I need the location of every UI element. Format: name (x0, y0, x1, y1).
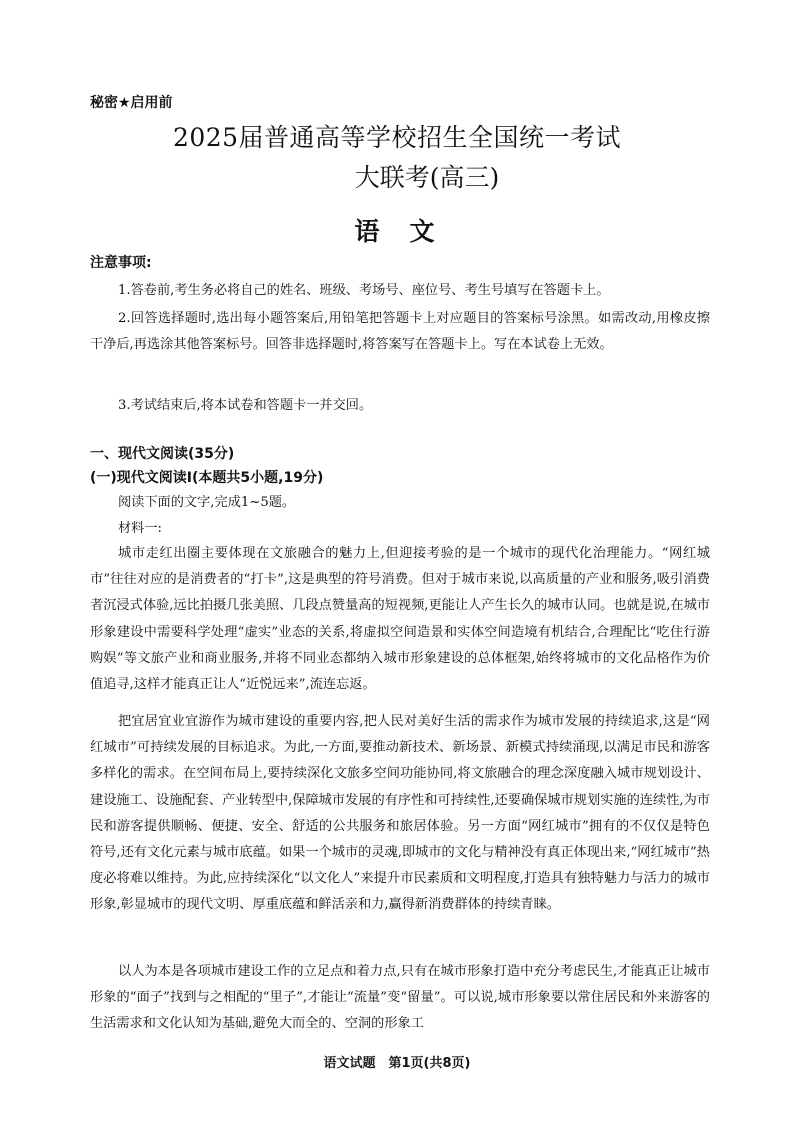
notice-item: 3.考试结束后,将本试卷和答题卡一并交回。 (118, 398, 373, 413)
notice-item: 2.回答选择题时,选出每小题答案后,用铅笔把答题卡上对应题目的答案标号涂黑。如需改动,用橡皮擦干净后,再选涂其他答案标号。回答非选择题时,将答案写在答题卡上。写在本试卷上无效。 (90, 311, 710, 352)
subsection-heading: (一)现代文阅读Ⅰ(本题共5小题,19分) (90, 470, 324, 486)
secret-label: 秘密★启用前 (90, 95, 173, 111)
section-heading: 一、现代文阅读(35分) (90, 446, 235, 462)
exam-title: 2025届普通高等学校招生全国统一考试 (172, 123, 622, 152)
subject-title: 语文 (354, 217, 465, 246)
page-footer: 语文试题 第1页(共8页) (323, 1056, 471, 1071)
notice-heading: 注意事项: (90, 255, 152, 271)
passage-paragraph: 以人为本是各项城市建设工作的立足点和着力点,只有在城市形象打造中充分考虑民生,才能真正让城市形象的“面子”找到与之相配的“里子”,才能让“流量”变“留量”。可以说,城市形象要以常住居民和外来游客的生活需求和文化认知为基础,避免大而全的、空洞的形象工 (90, 964, 710, 1032)
passage-paragraph: 城市走红出圈主要体现在文旅融合的魅力上,但迎接考验的是一个城市的现代化治理能力。“网红城市”往往对应的是消费者的“打卡”,这是典型的符号消费。但对于城市来说,以高质量的产业和服务,吸引消费者沉浸式体验,远比拍摄几张美照、几段点赞量高的短视频,更能让人产生长久的城市认同。也就是说,在城市形象建设中需要科学处理“虚实”业态的关系,将虚拟空间造景和实体空间造境有机结合,合理配比“吃住行游购娱”等文旅产业和商业服务,并将不同业态都纳入城市形象建设的总体框架,始终将城市的文化品格作为价值追寻,这样才能真正让人“近悦远来”,流连忘返。 (90, 546, 710, 693)
notice-item: 1.答卷前,考生务必将自己的姓名、班级、考场号、座位号、考生号填写在答题卡上。 (118, 283, 610, 298)
exam-subtitle: 大联考(高三) (354, 163, 500, 192)
material-label: 材料一: (118, 521, 163, 536)
reading-instruction: 阅读下面的文字,完成1~5题。 (118, 495, 296, 510)
passage-paragraph: 把宜居宜业宜游作为城市建设的重要内容,把人民对美好生活的需求作为城市发展的持续追求,这是“网红城市”可持续发展的目标追求。为此,一方面,要推动新技术、新场景、新模式持续涌现,以满足市民和游客多样化的需求。在空间布局上,要持续深化文旅多空间功能协同,将文旅融合的理念深度融入城市规划设计、建设施工、设施配套、产业转型中,保障城市发展的有序性和可持续性,还要确保城市规划实施的连续性,为市民和游客提供顺畅、便捷、安全、舒适的公共服务和旅居体验。另一方面“网红城市”拥有的不仅仅是特色符号,还有文化元素与城市底蕴。如果一个城市的灵魂,即城市的文化与精神没有真正体现出来,“网红城市”热度必将难以维持。为此,应持续深化“以文化人”来提升市民素质和文明程度,打造具有独特魅力与活力的城市形象,彰显城市的现代文明、厚重底蕴和鲜活亲和力,赢得新消费群体的持续青睐。 (90, 714, 710, 913)
